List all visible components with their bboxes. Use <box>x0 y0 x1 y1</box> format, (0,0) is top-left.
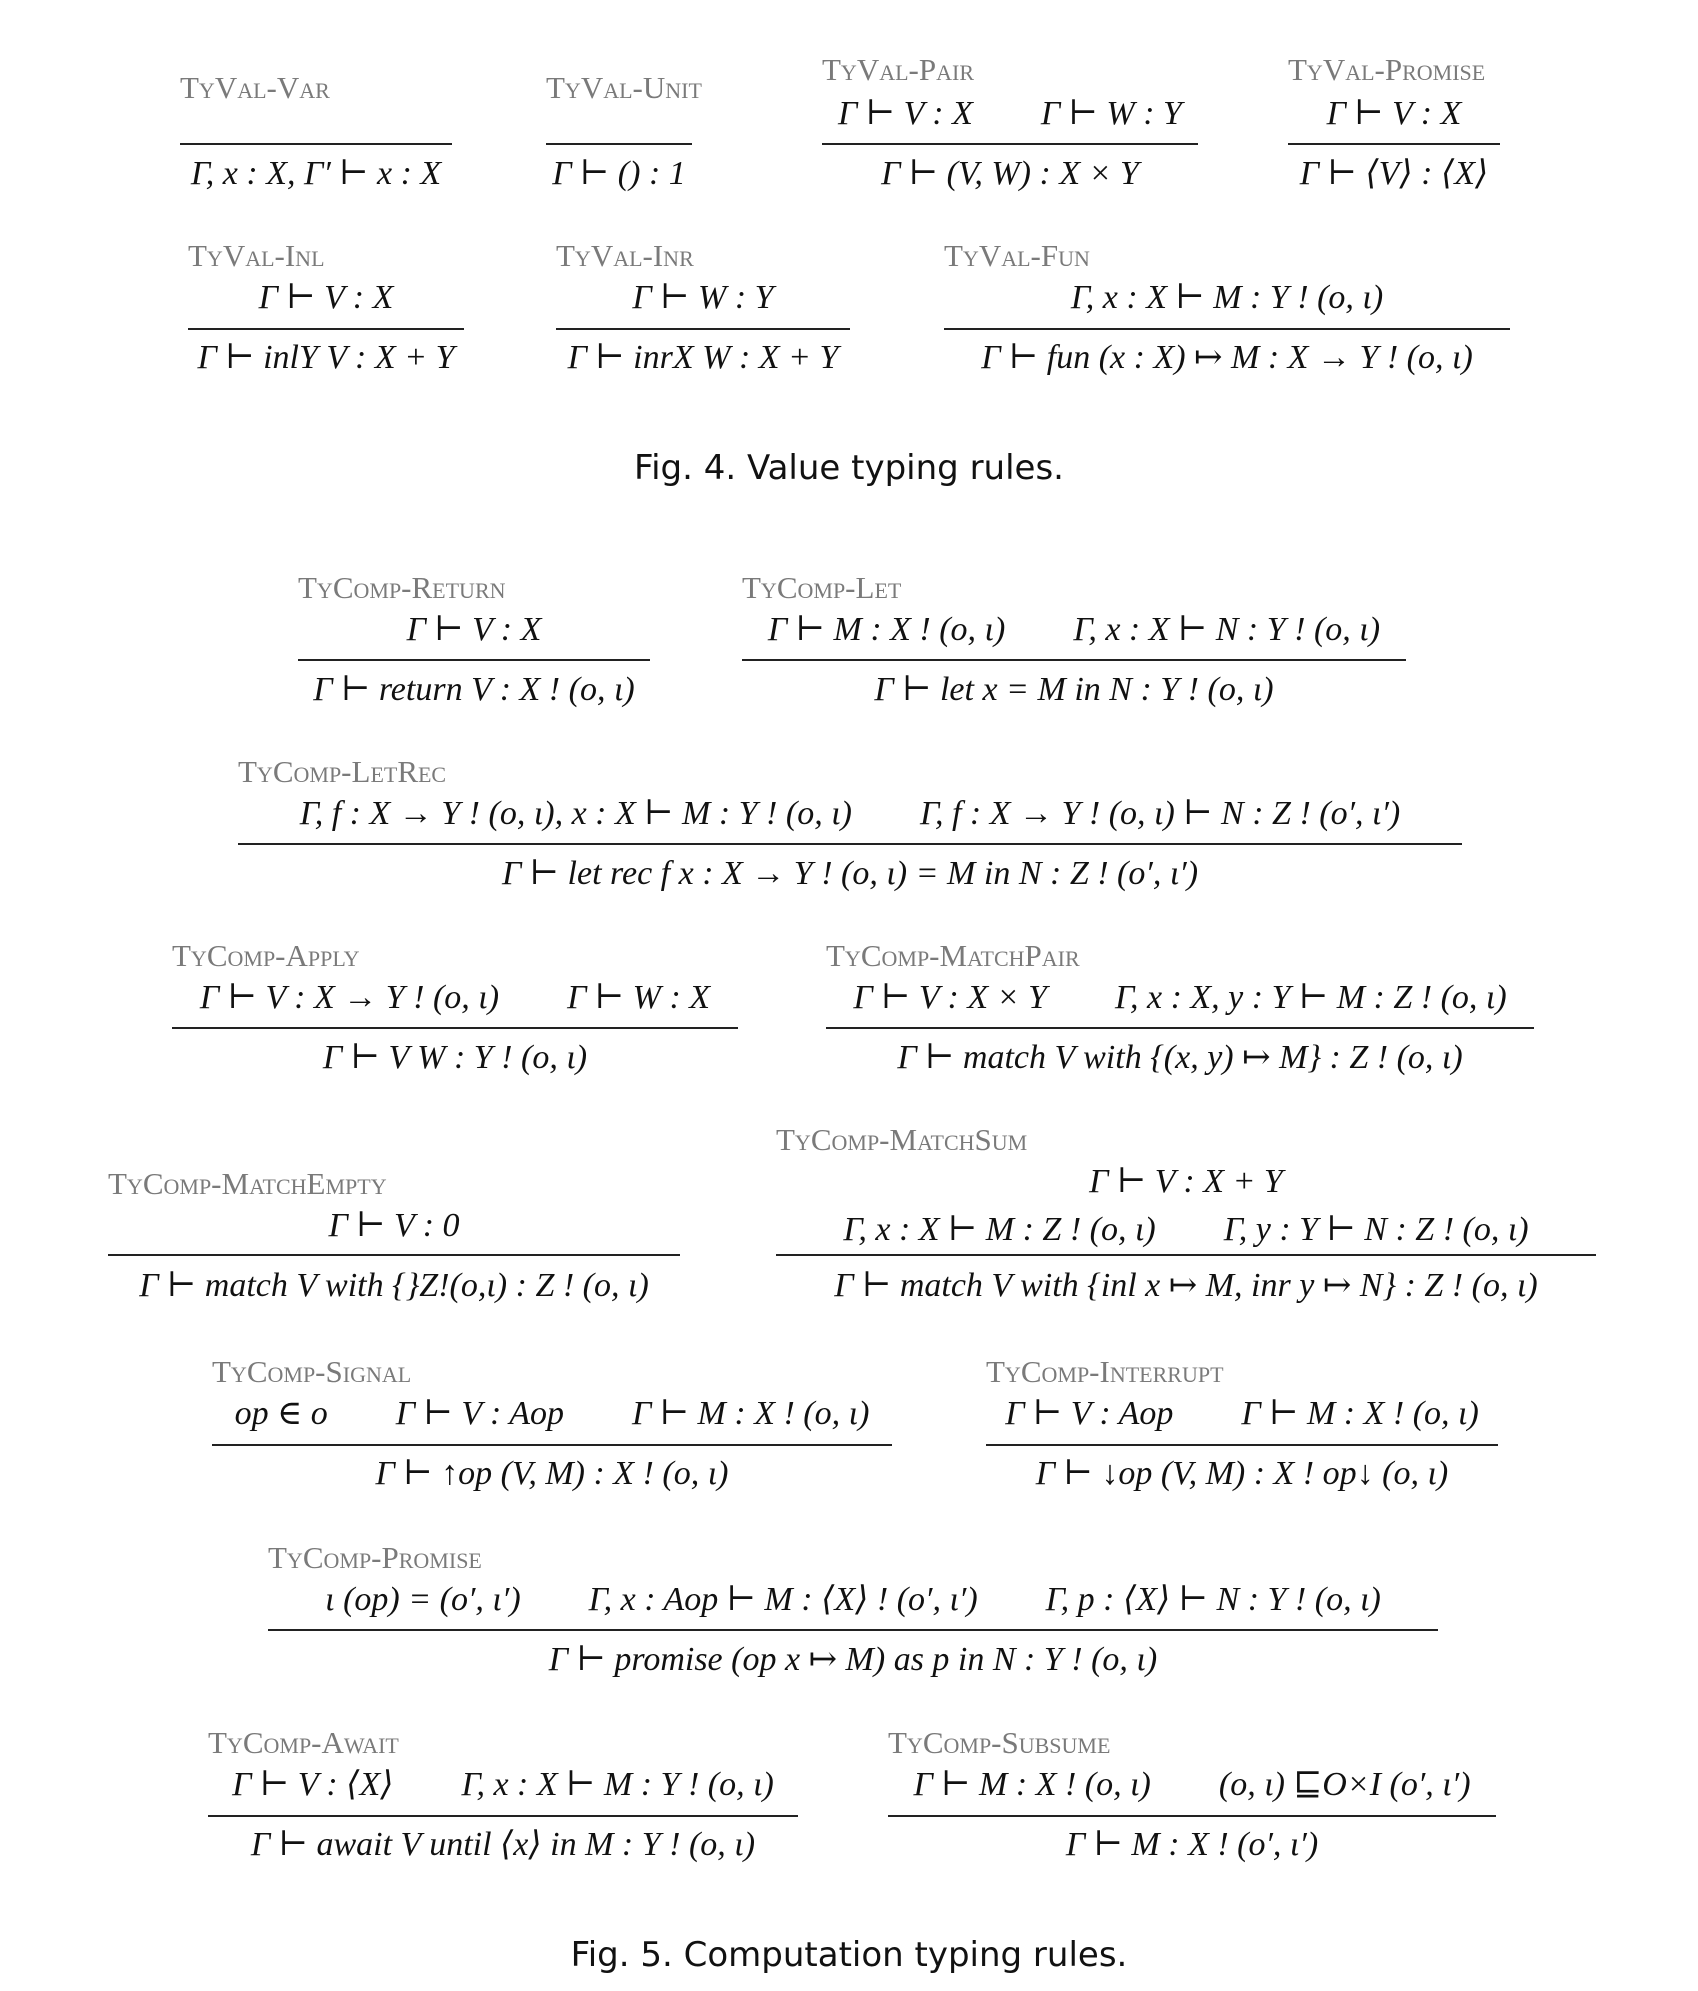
inference-line <box>556 328 850 330</box>
rule-name: TyComp-Interrupt <box>986 1354 1224 1389</box>
rule-tycomp-await <box>208 1725 798 1875</box>
rule-tyval-pair <box>822 52 1198 202</box>
inference-line <box>546 143 692 145</box>
rule-tycomp-interrupt <box>986 1354 1498 1504</box>
conclusion: Γ ⊢ V W : Y ! (o, ι) <box>322 1039 588 1076</box>
premise: Γ ⊢ V : Aop Γ ⊢ M : X ! (o, ι) <box>1005 1395 1479 1432</box>
premise: Γ ⊢ V : X <box>1326 95 1462 132</box>
rule-name: TyComp-MatchPair <box>826 938 1080 973</box>
rule-tyval-var <box>180 70 452 200</box>
inference-line <box>742 659 1406 661</box>
rule-tycomp-promise <box>268 1540 1438 1690</box>
premise: Γ ⊢ V : X + Y <box>1089 1163 1283 1200</box>
figure-caption: Fig. 4. Value typing rules. <box>634 448 1064 488</box>
premise: Γ ⊢ V : X × Y Γ, x : X, y : Y ⊢ M : Z ! (o, ι) <box>853 979 1507 1016</box>
premise: Γ ⊢ V : X Γ ⊢ W : Y <box>838 95 1182 132</box>
conclusion: Γ, x : X, Γ′ ⊢ x : X <box>190 155 442 192</box>
rule-tycomp-matchempty <box>108 1166 680 1326</box>
rule-tycomp-matchsum <box>776 1122 1596 1322</box>
rule-name: TyComp-Subsume <box>888 1725 1111 1760</box>
inference-line <box>1288 143 1500 145</box>
rule-name: TyComp-Return <box>298 570 506 605</box>
inference-line <box>238 843 1462 845</box>
conclusion: Γ ⊢ M : X ! (o′, ι′) <box>1065 1826 1319 1863</box>
rule-tyval-inl <box>188 238 464 388</box>
conclusion: Γ ⊢ ↓op (V, M) : X ! op↓ (o, ι) <box>1035 1455 1449 1492</box>
rule-name: TyComp-MatchEmpty <box>108 1166 387 1201</box>
premise: Γ, x : X ⊢ M : Z ! (o, ι) Γ, y : Y ⊢ N : Z ! (o, ι) <box>843 1211 1529 1248</box>
rule-name: TyComp-Promise <box>268 1540 482 1575</box>
rule-tycomp-letrec <box>238 754 1462 904</box>
premise: Γ ⊢ V : X <box>258 279 394 316</box>
inference-line <box>776 1254 1596 1256</box>
rule-name: TyComp-Await <box>208 1725 399 1760</box>
inference-line <box>212 1444 892 1446</box>
rule-tyval-promise <box>1288 52 1500 202</box>
rule-tycomp-let <box>742 570 1406 720</box>
rule-name: TyVal-Unit <box>546 70 702 105</box>
conclusion: Γ ⊢ ↑op (V, M) : X ! (o, ι) <box>375 1455 729 1492</box>
rule-tycomp-return <box>298 570 650 720</box>
premise: Γ ⊢ M : X ! (o, ι) (o, ι) ⊑O×I (o′, ι′) <box>913 1766 1471 1803</box>
conclusion: Γ ⊢ match V with {inl x ↦ M, inr y ↦ N} : Z ! (o, ι) <box>834 1267 1538 1304</box>
inference-line <box>888 1815 1496 1817</box>
rule-name: TyVal-Promise <box>1288 52 1486 87</box>
rule-name: TyComp-LetRec <box>238 754 447 789</box>
conclusion: Γ ⊢ let x = M in N : Y ! (o, ι) <box>874 671 1274 708</box>
conclusion: Γ ⊢ return V : X ! (o, ι) <box>313 671 635 708</box>
conclusion: Γ ⊢ let rec f x : X → Y ! (o, ι) = M in N : Z ! (o′, ι′) <box>501 855 1199 892</box>
rule-tyval-fun <box>944 238 1510 388</box>
premise: Γ ⊢ V : ⟨X⟩ Γ, x : X ⊢ M : Y ! (o, ι) <box>232 1766 774 1803</box>
rule-name: TyComp-MatchSum <box>776 1122 1028 1157</box>
inference-line <box>208 1815 798 1817</box>
conclusion: Γ ⊢ (V, W) : X × Y <box>881 155 1139 192</box>
conclusion: Γ ⊢ match V with {(x, y) ↦ M} : Z ! (o, ι) <box>897 1039 1463 1076</box>
conclusion: Γ ⊢ inlY V : X + Y <box>197 339 455 376</box>
rule-name: TyComp-Apply <box>172 938 360 973</box>
inference-line <box>108 1254 680 1256</box>
rule-tyval-inr <box>556 238 850 388</box>
conclusion: Γ ⊢ promise (op x ↦ M) as p in N : Y ! (o, ι) <box>548 1641 1158 1678</box>
rule-tycomp-matchpair <box>826 938 1534 1088</box>
premise: Γ, f : X → Y ! (o, ι), x : X ⊢ M : Y ! (o, ι) Γ, f : X → Y ! (o, ι) ⊢ N : Z ! (o′, ι′) <box>299 795 1401 832</box>
rule-name: TyVal-Fun <box>944 238 1090 273</box>
rule-tycomp-signal <box>212 1354 892 1504</box>
rule-name: TyVal-Pair <box>822 52 974 87</box>
inference-line <box>172 1027 738 1029</box>
premise: Γ ⊢ W : Y <box>632 279 774 316</box>
inference-line <box>944 328 1510 330</box>
rule-name: TyVal-Inr <box>556 238 694 273</box>
inference-line <box>268 1629 1438 1631</box>
premise: Γ, x : X ⊢ M : Y ! (o, ι) <box>1070 279 1384 316</box>
inference-line <box>826 1027 1534 1029</box>
rule-tycomp-apply <box>172 938 738 1088</box>
premise: ι (op) = (o′, ι′) Γ, x : Aop ⊢ M : ⟨X⟩ ! (o′, ι′) Γ, p : ⟨X⟩ ⊢ N : Y ! (o, ι) <box>325 1581 1381 1618</box>
rule-name: TyComp-Let <box>742 570 902 605</box>
premise: op ∈ o Γ ⊢ V : Aop Γ ⊢ M : X ! (o, ι) <box>234 1395 870 1432</box>
figure-caption: Fig. 5. Computation typing rules. <box>570 1935 1128 1975</box>
premise: Γ ⊢ V : X → Y ! (o, ι) Γ ⊢ W : X <box>199 979 711 1016</box>
conclusion: Γ ⊢ inrX W : X + Y <box>567 339 839 376</box>
conclusion: Γ ⊢ ⟨V⟩ : ⟨X⟩ <box>1299 155 1489 192</box>
rule-name: TyComp-Signal <box>212 1354 412 1389</box>
premise: Γ ⊢ V : X <box>406 611 542 648</box>
conclusion: Γ ⊢ await V until ⟨x⟩ in M : Y ! (o, ι) <box>250 1826 756 1863</box>
inference-line <box>188 328 464 330</box>
rule-name: TyVal-Inl <box>188 238 325 273</box>
inference-line <box>986 1444 1498 1446</box>
inference-line <box>180 143 452 145</box>
conclusion: Γ ⊢ fun (x : X) ↦ M : X → Y ! (o, ι) <box>981 339 1473 376</box>
premise: Γ ⊢ M : X ! (o, ι) Γ, x : X ⊢ N : Y ! (o, ι) <box>767 611 1381 648</box>
inference-line <box>822 143 1198 145</box>
premise: Γ ⊢ V : 0 <box>328 1207 460 1244</box>
conclusion: Γ ⊢ () : 1 <box>552 155 686 192</box>
rule-tycomp-subsume <box>888 1725 1496 1875</box>
inference-line <box>298 659 650 661</box>
conclusion: Γ ⊢ match V with {}Z!(o,ι) : Z ! (o, ι) <box>139 1267 649 1304</box>
rule-tyval-unit <box>546 70 702 200</box>
rule-name: TyVal-Var <box>180 70 330 105</box>
